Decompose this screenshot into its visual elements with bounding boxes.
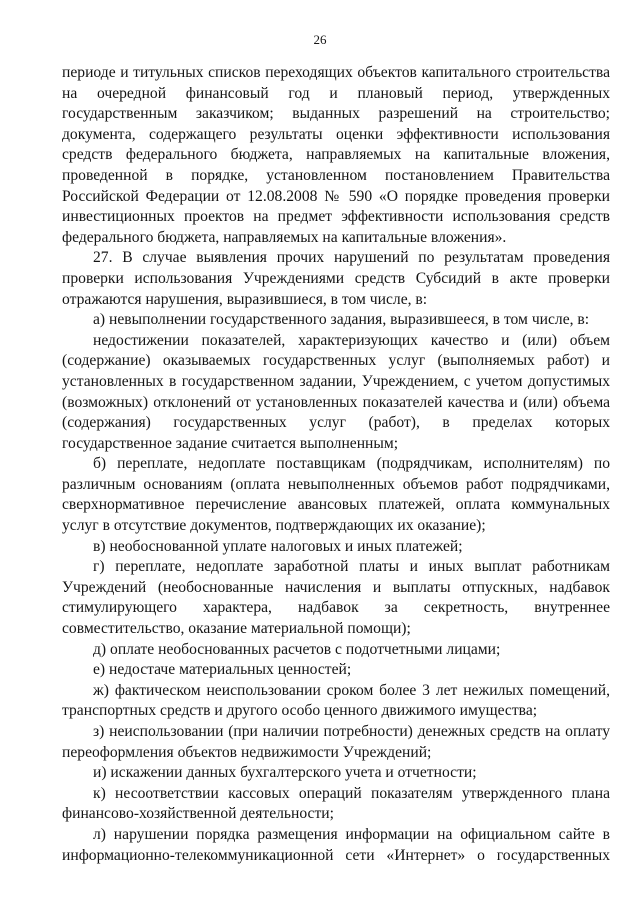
- paragraph-continuation: периоде и титульных списков переходящих объектов капитального строительства на очередной финансовый год и плановый период, утвержденных государственным заказчиком; выданных разрешений на строительство; документа, содержащего результаты оценки эффективности использования средств федерального бюджета, направляемых на капитальные вложения, проведенной в порядке, установленном постановлением Правительства Российской Федерации от 12.08.2008 № 590 «О порядке проведения проверки инвестиционных проектов на предмет эффективности использования средств федерального бюджета, направляемых на капитальные вложения».: [62, 64, 610, 246]
- paragraph-item-g: г) переплате, недоплате заработной платы и иных выплат работникам Учреждений (необоснованные начисления и выплаты отпускных, надбавок стимулирующего характера, надбавок за секретность, внутреннее совместительство, оказание материальной помощи);: [62, 558, 610, 638]
- paragraph-item-l: л) нарушении порядка размещения информации на официальном сайте в информационно-телекоммуникационной сети «Интернет» о государственных: [62, 825, 610, 864]
- paragraph-item-a-detail: недостижении показателей, характеризующих качество и (или) объем (содержание) оказываемых государственных услуг (выполняемых работ) и установленных в государственном задании, Учреждением, с учетом допустимых (возможных) отклонений от установленных показателей качества и (или) объема (содержания) государственных услуг (работ), в пределах которых государственное задание считается выполненным;: [62, 331, 610, 452]
- paragraph-item-d: д) оплате необоснованных расчетов с подотчетными лицами;: [93, 640, 501, 658]
- paragraph-item-zh: ж) фактическом неиспользовании сроком более 3 лет нежилых помещений, транспортных средств и другого особо ценного движимого имущества;: [62, 681, 610, 720]
- paragraph-item-i: и) искажении данных бухгалтерского учета и отчетности;: [93, 764, 477, 782]
- paragraph-item-k: к) несоответствии кассовых операций показателям утвержденного плана финансово-хозяйственной деятельности;: [62, 784, 610, 823]
- paragraph-item-v: в) необоснованной уплате налоговых и иных платежей;: [93, 537, 463, 555]
- page-number: 26: [313, 32, 327, 47]
- paragraph-item-e: е) недостаче материальных ценностей;: [93, 661, 352, 679]
- paragraph-item-b: б) переплате, недоплате поставщикам (подрядчикам, исполнителям) по различным основаниям (оплата невыполненных объемов работ подрядчиками, сверхнормативное перечисление авансовых платежей, оплата коммунальных услуг в отсутствие документов, подтверждающих их оказание);: [62, 455, 610, 535]
- document-body: [62, 63, 610, 866]
- paragraph-item-z: з) неиспользовании (при наличии потребности) денежных средств на оплату переоформления объектов недвижимости Учреждений;: [62, 723, 610, 761]
- paragraph-item-a: а) невыполнении государственного задания, выразившееся, в том числе, в:: [93, 311, 590, 329]
- paragraph-clause-27: 27. В случае выявления прочих нарушений по результатам проведения проверки использования Учреждениями средств Субсидий в акте проверки отражаются нарушения, выразившиеся, в том числе, в:: [62, 249, 610, 308]
